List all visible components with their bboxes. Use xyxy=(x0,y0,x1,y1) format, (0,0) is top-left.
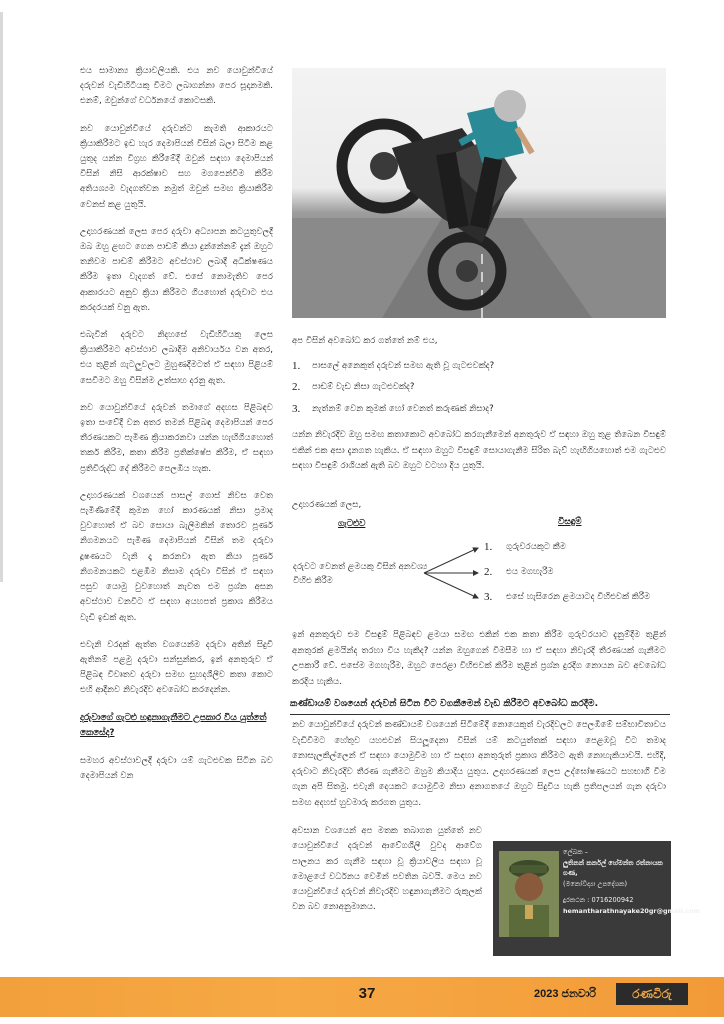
left-paragraph-5: නව යොවුන්වියේ දරුවන් තමාගේ අදහස පිළිබඳව ඉතා සංවේදී වන අතර තමන් පිළිබඳ දෙමාපියන් පෙර තීරණයකට පැමිණ ක්‍රියාකරනවා යන්න හැඟිගියහොත් තර්ක කිරීම, කතා කිරීම ප්‍රතික්ෂේප කිරීම, ඒ සඳහා ප්‍රතිවිරුද්ධ දේ කිරීමට පෙලඹිය හැක. xyxy=(80,402,273,474)
solution-number: 1. xyxy=(484,541,493,553)
left-column xyxy=(80,64,273,969)
left-paragraph-7: එවැනි වරදක් ඇත්ත වශයෙන්ම දරුවා අතින් සිදුවී ඇතිනම් පළමු දරුවා සන්සුන්කර, ඉන් අනතුරුව ඒ පිළිබඳ විවෘතව දරුවා සමඟ සුහදශීලීව කතා කොට එහි ආදීනව නිවැරදිව අවබෝධ කරදෙන්න. xyxy=(80,639,273,696)
author-role: ලේඛක – xyxy=(563,848,588,856)
author-photo xyxy=(499,851,559,937)
solution-text: එසේ හැසිරෙන ළමයාටද විහිළුවක් කිරීම xyxy=(506,592,651,602)
diagram-solution-item xyxy=(484,565,664,579)
author-unit: (මනෝවිද්‍යා උපදේශක) xyxy=(563,879,628,888)
question-list xyxy=(292,358,666,422)
issue-date: 2023 ජනවාරි xyxy=(534,988,597,1000)
solution-number: 2. xyxy=(484,566,493,578)
question-text: පාසලේ අනෙකුත් දරුවන් සමඟ ඇති වූ ගැටළුවක්ද? xyxy=(312,361,495,371)
body-paragraph-4: නව යොවුන්වියේ දරුවන් කණ්ඩායම් වශයෙන් සිටීමේදී නොයෙකුත් වැරදිවලට පෙලඹීමේ සම්භාවිතාවය වැඩිවීමට හේතුව යහළුවන් සියලූදෙනා විසින් යම් කටයුත්තක් සඳහා පෙළඹවූ විට තමාද නොසැලකිල්ලෙන් ඒ සඳහා යොමුවීම හා ඒ සඳහා අනතුරුත් ප්‍රකාශ කිරීමට ඇති නොහැකියාවයි. එහිදී, දරුවාට නිවැරදිව තීරණ ගැනීමට ඔහුම කියාදිය යුතුය. උදාහරණයක් ලෙස උද්ඝෝෂණයට සහභාගී වීම ගැන අපි සිතමු. එවැනි දෙයකට යොමුවීම නිසා අනාගතයේ ඔහුට සිදුවිය හැකි ප්‍රතිපලයන් ගැන දරුවා සමඟ අදහස් හුවමාරු කරගත යුතුය. xyxy=(292,720,666,808)
left-paragraph-2: නව යොවුන්වියේ දරුවන්ට කැමති ආකාරයට ක්‍රියාකිරීමට ඉඩ හැර දෙමාපියන් විසින් බලා සිටීම කළ යුතුද යන්න විග්‍රහ කිරීමේදී ඔවුන් සඳහා දෙමාපියන් විසින් නිසි ආරක්ෂාව සහ මගපෙන්වීම කිරීම අතියශ්‍යම වැදගත්වන නමුත් ඔවුන් සමඟ ක්‍රියාකිරීම වෙනස් කළ යුතුයි. xyxy=(80,123,273,210)
left-closing-paragraph: සමහර අවස්ථාවලදී දරුවා යම් ගැටළුවක සිටින බව දෙමාපියන් වන xyxy=(80,755,273,781)
left-paragraph-1: එය සාමාන්‍ය ක්‍රියාවලියකි. එය නව යොවුන්වියේ දරුවන් වැඩිහිටියකු වීමට ලබාගන්නා පෙර සූදානමකි. එනම්, ඔවුන්ගේ වර්ධනයේ කොටසකි. xyxy=(80,66,273,107)
diagram-arrows xyxy=(420,540,490,610)
diagram-problem-heading: ගැටළුව xyxy=(338,519,366,529)
motorcycle-stunt-illustration xyxy=(292,68,666,318)
author-info xyxy=(563,847,701,916)
diagram-solution-heading: විසඳුම් xyxy=(558,517,582,527)
author-email: hemantharathnayake20gr@gmail.com xyxy=(563,906,701,915)
magazine-logo: රණවිරු xyxy=(616,983,688,1005)
left-paragraph-4: එබැවින් දරුවට නිදහසේ වැඩිහිටියකු ලෙස ක්‍රියාකිරීමට අවස්ථාව ලබාදීම අනිවාර්යය වන අතර, එය තුළින් ගැටලුවලට මුහුණදීමටත් ඒ සඳහා පිළියම් සෙවීමට ඔහු විසින්ම උත්සාහ දරනු ඇත. xyxy=(80,330,273,386)
example-label: උදාහරණයක් ලෙස, xyxy=(292,500,362,510)
solution-number: 3. xyxy=(484,591,493,603)
intro-line xyxy=(292,334,666,349)
question-item xyxy=(292,358,666,374)
body-paragraph-5: අවසාන වශයෙන් අප මතක තබාගත යුත්තේ නව යොවුන්වියේ දරුවන් ආවේගශීලී වුවද ආවේග පාලනය කර ගැනීම සඳහා වූ ක්‍රියාවලිය සඳහා වූ මොළයේ වර්ධනය වෙමින් පවතින බවයි. මෙය නව යොවුන්වියේ දරුවන් නිවැරදිව හඳුනාගැනීමට රුකුලක් වන බව නොඅනුමානය. xyxy=(292,826,482,913)
body-paragraph-2: යන්න නිවැරදිව ඔහු සමඟ කතාකොට අවබෝධ කරගැනීමෙන් අනතුරුව ඒ සඳහා ඔහු තුළ තිබෙන විසඳුම් එකින් එක අසා දැනගත හැකිය. ඒ සඳහා ඔහුට විසඳුම් සොයාගැනීම සිරිත බැව් හැඟිගියහොත් එම ගැටළුව සඳහා විසඳුම් රාශියක් ඇති බව ඔහුට වටහා දිය යුතුයි. xyxy=(292,430,666,472)
question-item xyxy=(292,379,666,395)
author-phone: දුරකථන : 0716200942 xyxy=(563,896,634,904)
question-number: 2. xyxy=(292,381,301,393)
question-number: 1. xyxy=(292,360,301,372)
page-number: 37 xyxy=(358,985,376,1002)
solution-text: ගුරුවරයකුට කීම xyxy=(506,542,566,552)
left-paragraph-3: උදාහරණයක් ලෙස පෙර දරුවා අධ්‍යාපන කටයුතුවලදී ඔබ ඔහු ළඟට ගෙන පාඩම් කියා දුන්නේනම් දැන් ඔහුට තනිවම පාඩම් කිරීමට අවස්ථාව ලබාදී අධීක්ෂණය කිරීම ඉතා වැදගත් වේ. එසේ නොමැතිව පෙර ආකාරයට අනුව ක්‍රියා කිරීමට ගියහොත් දරුවාට එය කරදරයක් වනු ඇත. xyxy=(80,226,273,313)
diagram-solution-item xyxy=(484,590,664,604)
question-item xyxy=(292,401,666,417)
question-text: පාඩම් වැඩ නිසා ගැටළුවක්ද? xyxy=(312,382,415,392)
page-edge-strip xyxy=(0,12,3,582)
diagram-problem-text: දරුවට වෙනත් ළමයකු විසින් අනවශ්‍ය විහිළු කිරීම xyxy=(293,562,428,586)
left-paragraph-6: උදාහරණයක් වශයෙන් පාසල් ගොස් නිවස වෙත පැමිණීමේදී කුමන හෝ කාරණයක් නිසා ප්‍රමාද වුවහොත් ඒ බව සොයා බැලීමකින් තොරව පූර්ණ නිගමනයට පැමිණ දෙමාපියන් විසින් තම දරුවා දූෂණයට වැනි දෑ කරනවා ඇත කියා පූර්ණ නිගමනයකට එළඹීම නිසාම දරුවා විසින් ඒ සඳහා පසුව යොමු වුවහොත් නැවත එම ප්‍රශ්න අසන අවස්ථාව වනවිට ඒ සඳහා අයහපත් ප්‍රකාශ කිරීමය වැඩි ඉඩක් ඇත. xyxy=(80,490,273,623)
author-name: ලුතිනන් කර්නල් හේමන්ත රත්නායක ගණ, xyxy=(563,858,663,877)
left-subheading: දරුවාගේ ගැටළු හඳුනාගැනීමට උපකාර විය යුත්තේ කෙසේද? xyxy=(80,712,267,739)
author-portrait-illustration xyxy=(499,851,559,937)
question-text: නැත්නම් වෙන කුමක් හෝ වෙනත් කරුණක් නිසාද? xyxy=(312,404,494,414)
motorcycle-stunt-photo xyxy=(292,68,666,318)
intro-text: අප විසින් අවබෝධ කර ගත්තේ නම් එය, xyxy=(292,336,438,346)
solution-text: එය මගහැරීම xyxy=(506,567,554,577)
body-paragraph-3: ඉන් අනතුරුව එම විසඳුම් පිළිබඳව ළමයා සමඟ එකින් එක කතා කිරීම ගුරුවරයාට දැනුම්දීම තුළින් අනතුරක් ළමයින්ද තරහා විය හැකිද? යන්න ඔහුගෙන් විමසීම හා ඒ සඳහා නිවැරදි තීරණයක් ගැනීමට උපකාරී වේ. එසේම මගහැරීම, ඔහුට පෙරළා විහිළුවක් කිරීම තුළින් ප්‍රශ්න දුරදිග නොයන බව අවබෝධ කරදිය හැකිය. xyxy=(292,630,666,687)
question-number: 3. xyxy=(292,403,301,415)
section-heading: කණ්ඩායම් වශයෙන් දරුවන් සිටින විට වගකීමෙන් වැඩ කිරීමට අවබෝධ කරදීම. xyxy=(290,697,670,715)
diagram-solution-item xyxy=(484,540,664,554)
author-box xyxy=(493,841,701,956)
